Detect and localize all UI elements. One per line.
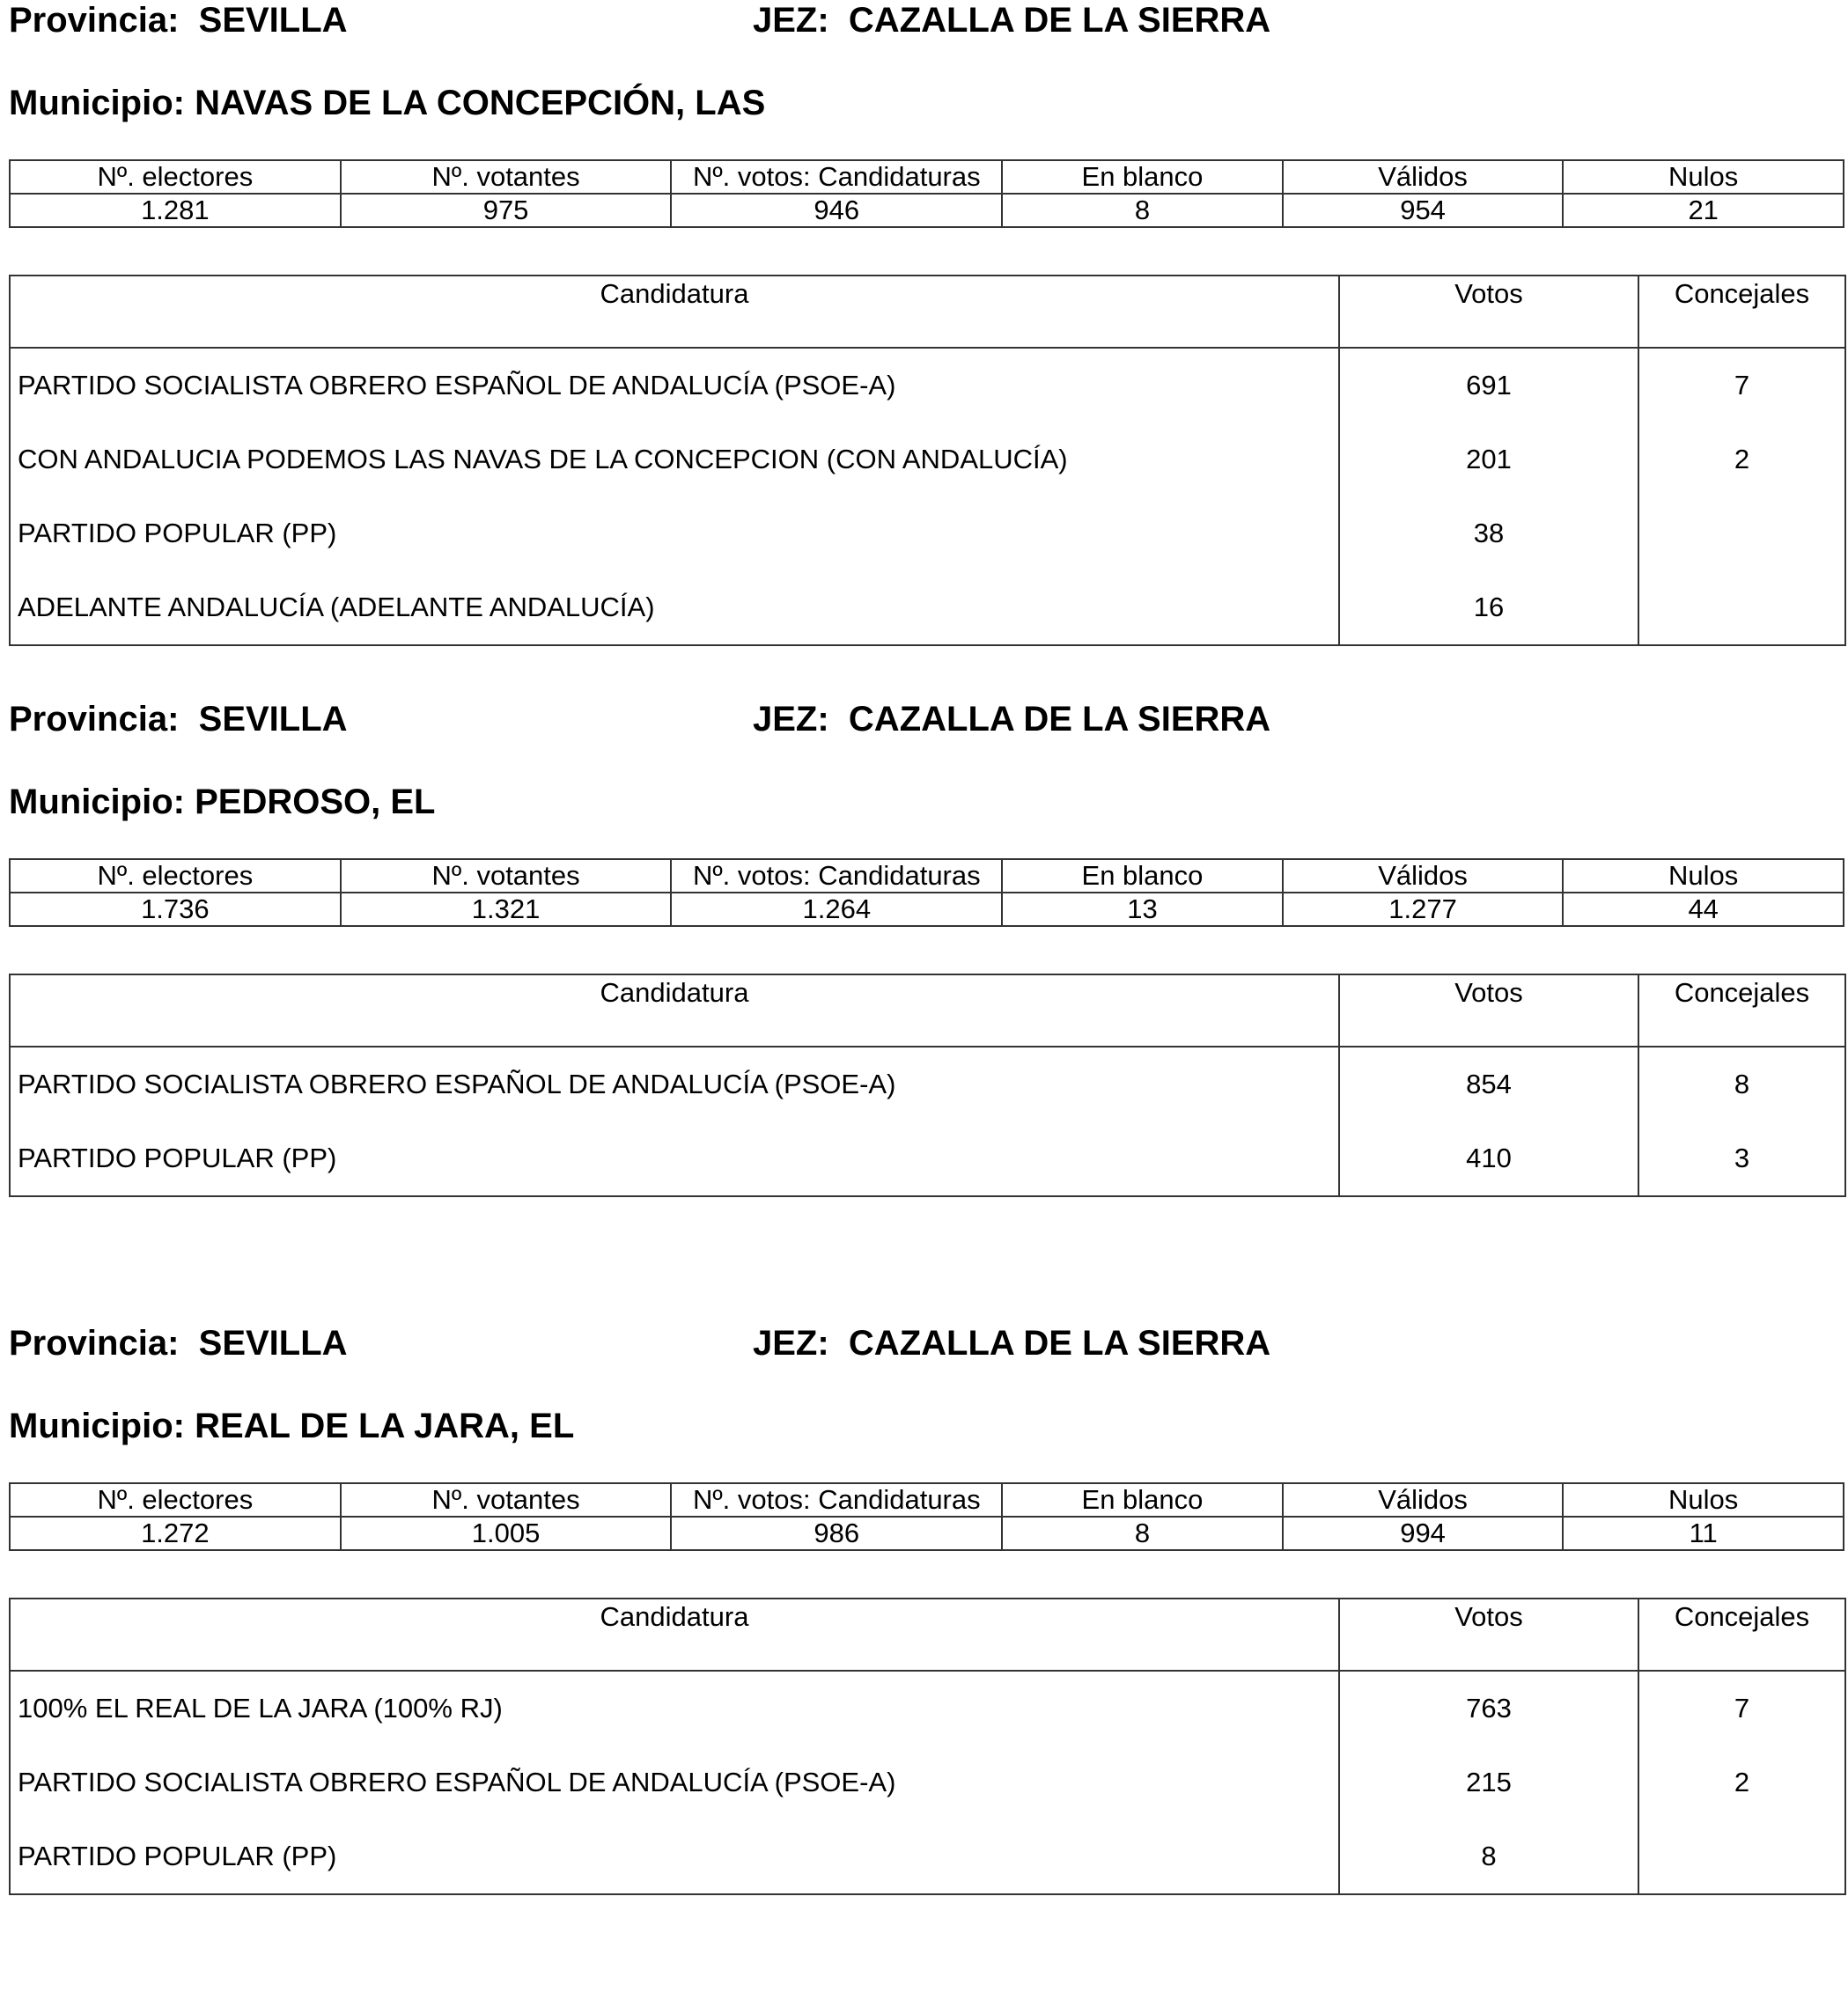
jez-heading [753, 699, 1270, 739]
candidatura-votos: 763 [1339, 1671, 1638, 1746]
municipio-heading [9, 782, 435, 822]
jez-heading [753, 0, 1270, 40]
stats-header-cell: En blanco [1002, 160, 1283, 194]
candidaturas-header-row [10, 974, 1845, 1047]
candidatura-name: PARTIDO SOCIALISTA OBRERO ESPAÑOL DE ANDALUCÍA (PSOE-A) [10, 1746, 1339, 1819]
candidaturas-header-cell: Votos [1339, 1599, 1638, 1671]
candidaturas-header-row [10, 1599, 1845, 1671]
candidatura-row [10, 348, 1845, 423]
stats-header-cell: Nº. votantes [341, 1483, 672, 1517]
municipio-value: PEDROSO, EL [195, 783, 436, 821]
candidatura-row [10, 496, 1845, 570]
candidatura-votos: 691 [1339, 348, 1638, 423]
municipio-block [9, 1323, 1844, 1992]
stats-header-cell: Nº. votantes [341, 859, 672, 893]
provincia-value: SEVILLA [198, 1, 348, 40]
candidatura-concejales: 2 [1638, 1746, 1845, 1819]
stats-header-row [10, 160, 1844, 194]
candidaturas-header-cell: Candidatura [10, 974, 1339, 1047]
candidaturas-header-row [10, 276, 1845, 348]
candidatura-concejales: 7 [1638, 1671, 1845, 1746]
provincia-heading [9, 0, 348, 40]
municipio-heading [9, 83, 765, 123]
municipio-label: Municipio: [9, 1407, 185, 1445]
stats-value-cell: 1.277 [1283, 893, 1564, 926]
candidatura-name: PARTIDO POPULAR (PP) [10, 496, 1339, 570]
stats-value-cell: 1.264 [671, 893, 1002, 926]
candidatura-row [10, 423, 1845, 496]
candidatura-name: ADELANTE ANDALUCÍA (ADELANTE ANDALUCÍA) [10, 570, 1339, 645]
stats-value-cell: 13 [1002, 893, 1283, 926]
jez-label: JEZ: [753, 1324, 829, 1363]
candidaturas-header-cell: Concejales [1638, 276, 1845, 348]
stats-header-cell: En blanco [1002, 859, 1283, 893]
stats-table [9, 858, 1844, 927]
stats-table [9, 159, 1844, 228]
stats-header-cell: Nº. electores [10, 859, 341, 893]
jez-value: CAZALLA DE LA SIERRA [848, 700, 1271, 739]
stats-header-cell: En blanco [1002, 1483, 1283, 1517]
jez-value: CAZALLA DE LA SIERRA [848, 1, 1271, 40]
stats-value-cell: 954 [1283, 194, 1564, 227]
stats-value-cell: 1.736 [10, 893, 341, 926]
stats-value-cell: 44 [1563, 893, 1844, 926]
municipio-block [9, 699, 1844, 1368]
stats-header-cell: Nº. votantes [341, 160, 672, 194]
provincia-value: SEVILLA [198, 1324, 348, 1363]
stats-table [9, 1482, 1844, 1551]
municipio-block [9, 0, 1844, 669]
candidatura-row [10, 1671, 1845, 1746]
stats-header-cell: Nulos [1563, 160, 1844, 194]
municipio-value: REAL DE LA JARA, EL [195, 1407, 575, 1445]
stats-value-cell: 21 [1563, 194, 1844, 227]
stats-value-cell: 1.272 [10, 1517, 341, 1550]
provincia-label: Provincia: [9, 1324, 180, 1363]
candidaturas-header-cell: Candidatura [10, 276, 1339, 348]
jez-label: JEZ: [753, 1, 829, 40]
candidatura-row [10, 1819, 1845, 1894]
candidatura-votos: 16 [1339, 570, 1638, 645]
candidaturas-header-cell: Concejales [1638, 974, 1845, 1047]
stats-value-cell: 975 [341, 194, 672, 227]
stats-value-cell: 986 [671, 1517, 1002, 1550]
candidatura-concejales: 7 [1638, 348, 1845, 423]
stats-header-cell: Nº. votos: Candidaturas [671, 1483, 1002, 1517]
stats-value-cell: 1.321 [341, 893, 672, 926]
candidatura-row [10, 1047, 1845, 1121]
stats-value-row [10, 893, 1844, 926]
stats-value-cell: 994 [1283, 1517, 1564, 1550]
candidaturas-table [9, 974, 1846, 1197]
provincia-label: Provincia: [9, 1, 180, 40]
candidatura-votos: 201 [1339, 423, 1638, 496]
candidatura-votos: 854 [1339, 1047, 1638, 1121]
municipio-label: Municipio: [9, 783, 185, 821]
stats-value-cell: 8 [1002, 194, 1283, 227]
stats-value-row [10, 194, 1844, 227]
candidatura-name: PARTIDO SOCIALISTA OBRERO ESPAÑOL DE ANDALUCÍA (PSOE-A) [10, 1047, 1339, 1121]
stats-header-cell: Válidos [1283, 859, 1564, 893]
stats-value-cell: 1.005 [341, 1517, 672, 1550]
candidaturas-table [9, 275, 1846, 646]
candidatura-name: PARTIDO POPULAR (PP) [10, 1121, 1339, 1196]
municipio-heading [9, 1406, 574, 1446]
stats-value-cell: 8 [1002, 1517, 1283, 1550]
jez-value: CAZALLA DE LA SIERRA [848, 1324, 1271, 1363]
candidatura-votos: 410 [1339, 1121, 1638, 1196]
candidatura-concejales [1638, 496, 1845, 570]
provincia-heading [9, 1323, 348, 1364]
candidatura-name: PARTIDO POPULAR (PP) [10, 1819, 1339, 1894]
candidatura-name: PARTIDO SOCIALISTA OBRERO ESPAÑOL DE ANDALUCÍA (PSOE-A) [10, 348, 1339, 423]
candidatura-concejales [1638, 1819, 1845, 1894]
jez-label: JEZ: [753, 700, 829, 739]
stats-value-cell: 1.281 [10, 194, 341, 227]
candidatura-votos: 215 [1339, 1746, 1638, 1819]
provincia-value: SEVILLA [198, 700, 348, 739]
municipio-label: Municipio: [9, 84, 185, 122]
candidatura-name: 100% EL REAL DE LA JARA (100% RJ) [10, 1671, 1339, 1746]
jez-heading [753, 1323, 1270, 1364]
stats-value-cell: 11 [1563, 1517, 1844, 1550]
municipio-value: NAVAS DE LA CONCEPCIÓN, LAS [195, 84, 766, 122]
candidatura-concejales: 3 [1638, 1121, 1845, 1196]
stats-header-row [10, 859, 1844, 893]
stats-header-cell: Nulos [1563, 859, 1844, 893]
candidaturas-header-cell: Concejales [1638, 1599, 1845, 1671]
candidaturas-table [9, 1598, 1846, 1895]
stats-value-cell: 946 [671, 194, 1002, 227]
candidatura-votos: 38 [1339, 496, 1638, 570]
stats-header-cell: Nº. electores [10, 160, 341, 194]
candidatura-row [10, 1746, 1845, 1819]
stats-header-cell: Nº. votos: Candidaturas [671, 859, 1002, 893]
candidatura-name: CON ANDALUCIA PODEMOS LAS NAVAS DE LA CONCEPCION (CON ANDALUCÍA) [10, 423, 1339, 496]
candidaturas-header-cell: Candidatura [10, 1599, 1339, 1671]
candidatura-concejales: 8 [1638, 1047, 1845, 1121]
candidaturas-header-cell: Votos [1339, 974, 1638, 1047]
stats-header-cell: Nº. votos: Candidaturas [671, 160, 1002, 194]
stats-value-row [10, 1517, 1844, 1550]
candidatura-concejales: 2 [1638, 423, 1845, 496]
stats-header-cell: Válidos [1283, 1483, 1564, 1517]
provincia-label: Provincia: [9, 700, 180, 739]
candidatura-row [10, 570, 1845, 645]
candidatura-row [10, 1121, 1845, 1196]
stats-header-cell: Válidos [1283, 160, 1564, 194]
stats-header-cell: Nº. electores [10, 1483, 341, 1517]
stats-header-row [10, 1483, 1844, 1517]
provincia-heading [9, 699, 348, 739]
stats-header-cell: Nulos [1563, 1483, 1844, 1517]
candidaturas-header-cell: Votos [1339, 276, 1638, 348]
candidatura-votos: 8 [1339, 1819, 1638, 1894]
candidatura-concejales [1638, 570, 1845, 645]
